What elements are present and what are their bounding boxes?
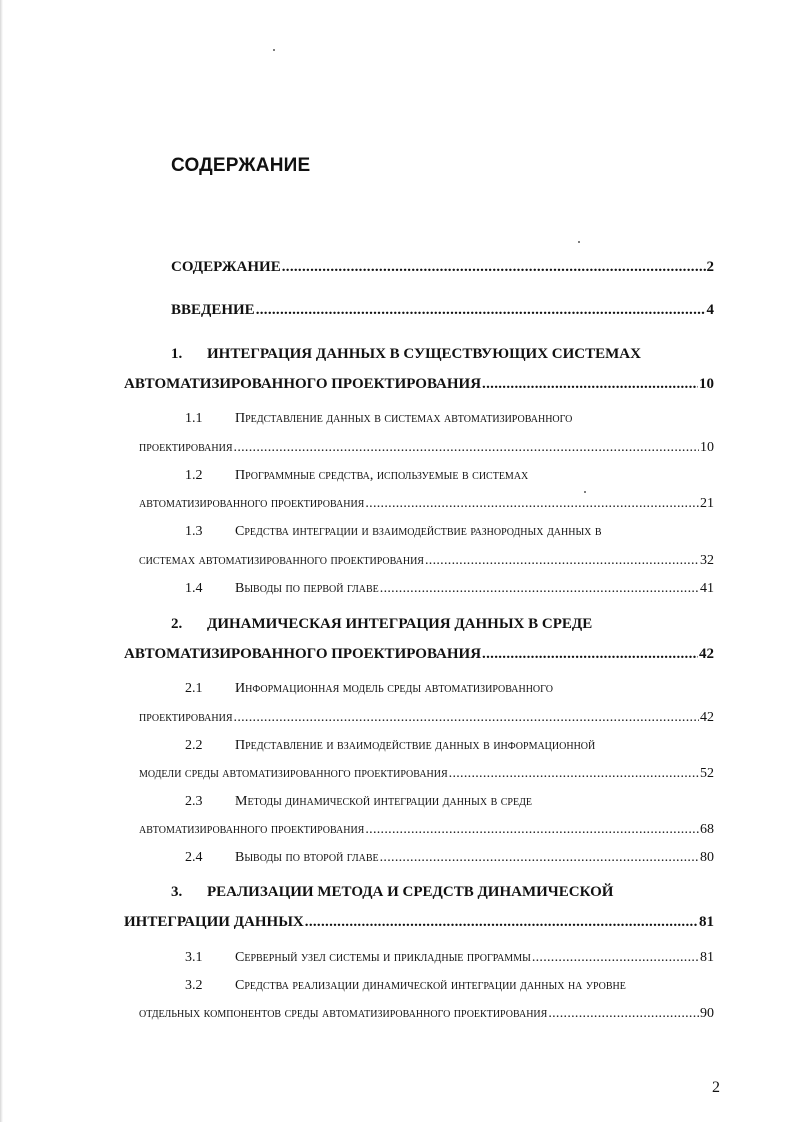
leader-dots [425, 553, 699, 569]
chapter-page: 42 [699, 646, 714, 662]
section-page: 81 [700, 950, 714, 965]
leader-dots [282, 259, 706, 276]
section-page: 32 [700, 553, 714, 568]
leader-dots [380, 581, 699, 597]
section-title-line1: Представление и взаимодействие данных в информационной [235, 738, 596, 753]
section-number: 2.4 [185, 850, 203, 865]
section-title-line2: проектирования [139, 710, 233, 725]
chapter-number: 1. [171, 346, 183, 362]
toc-section-1-2-line2[interactable] [139, 496, 714, 512]
toc-section-2-1-line2[interactable] [139, 710, 714, 726]
chapter-title-line2: АВТОМАТИЗИРОВАННОГО ПРОЕКТИРОВАНИЯ [124, 646, 482, 662]
section-number: 2.3 [185, 794, 203, 809]
leader-dots [305, 914, 698, 931]
section-title-line1: Средства реализации динамической интеграции данных на уровне [235, 978, 626, 993]
section-title-line1: Методы динамической интеграции данных в среде [235, 794, 533, 809]
leader-dots [365, 496, 699, 512]
toc-section-1-3-line2[interactable] [139, 553, 714, 569]
section-page: 41 [700, 581, 714, 596]
toc-section-2-4[interactable] [185, 850, 714, 866]
section-number: 3.2 [185, 978, 203, 993]
leader-dots [234, 440, 699, 456]
toc-section-2-2-line2[interactable] [139, 766, 714, 782]
section-title-line1: Представление данных в системах автоматизированного [235, 411, 573, 426]
page-title: СОДЕРЖАНИЕ [171, 155, 311, 176]
section-page: 21 [700, 496, 714, 511]
section-page: 52 [700, 766, 714, 781]
toc-section-3-1[interactable] [185, 950, 714, 966]
toc-section-3-2[interactable] [185, 978, 626, 994]
toc-section-1-1-line2[interactable] [139, 440, 714, 456]
section-page: 42 [700, 710, 714, 725]
toc-section-2-3[interactable] [185, 794, 532, 810]
chapter-title-line1: ДИНАМИЧЕСКАЯ ИНТЕГРАЦИЯ ДАННЫХ В СРЕДЕ [207, 616, 593, 632]
section-title-line2: проектирования [139, 440, 233, 455]
section-title-line2: системах автоматизированного проектирования [139, 553, 424, 568]
leader-dots [532, 950, 699, 966]
toc-chapter-2-line2[interactable] [124, 646, 714, 663]
leader-dots [482, 646, 698, 663]
section-page: 90 [700, 1006, 714, 1021]
section-number: 2.2 [185, 738, 203, 753]
toc-chapter-1-line2[interactable] [124, 376, 714, 393]
section-page: 10 [700, 440, 714, 455]
section-title-line1: Программные средства, используемые в системах [235, 468, 529, 483]
leader-dots [365, 822, 699, 838]
section-title: Выводы по первой главе [235, 581, 379, 596]
section-page: 80 [700, 850, 714, 865]
chapter-title-line1: РЕАЛИЗАЦИИ МЕТОДА И СРЕДСТВ ДИНАМИЧЕСКОЙ [207, 884, 614, 900]
toc-entry-page: 4 [706, 302, 714, 318]
toc-section-2-1[interactable] [185, 681, 553, 697]
leader-dots [380, 850, 699, 866]
toc-section-2-3-line2[interactable] [139, 822, 714, 838]
toc-chapter-3-line2[interactable] [124, 914, 714, 931]
chapter-number: 2. [171, 616, 183, 632]
section-number: 2.1 [185, 681, 203, 696]
scan-speck [584, 491, 586, 493]
scan-speck [578, 241, 580, 243]
chapter-title-line1: ИНТЕГРАЦИЯ ДАННЫХ В СУЩЕСТВУЮЩИХ СИСТЕМАХ [207, 346, 641, 362]
section-number: 3.1 [185, 950, 203, 965]
chapter-page: 81 [699, 914, 714, 930]
toc-section-1-4[interactable] [185, 581, 714, 597]
leader-dots [234, 710, 699, 726]
leader-dots [482, 376, 698, 393]
chapter-number: 3. [171, 884, 183, 900]
section-number: 1.4 [185, 581, 203, 596]
section-page: 68 [700, 822, 714, 837]
section-title: Выводы по второй главе [235, 850, 379, 865]
section-title: Серверный узел системы и прикладные программы [235, 950, 531, 965]
section-number: 1.3 [185, 524, 203, 539]
toc-chapter-2[interactable] [171, 616, 592, 633]
section-title-line1: Средства интеграции и взаимодействие разнородных данных в [235, 524, 602, 539]
page-number: 2 [712, 1079, 720, 1096]
leader-dots [256, 302, 706, 319]
chapter-page: 10 [699, 376, 714, 392]
toc-entry-introduction[interactable] [171, 302, 714, 319]
chapter-title-line2: АВТОМАТИЗИРОВАННОГО ПРОЕКТИРОВАНИЯ [124, 376, 482, 392]
toc-entry-title: СОДЕРЖАНИЕ [171, 259, 281, 275]
toc-entry-page: 2 [706, 259, 714, 275]
chapter-title-line2: ИНТЕГРАЦИИ ДАННЫХ [124, 914, 304, 930]
toc-section-3-2-line2[interactable] [139, 1006, 714, 1022]
scan-edge [0, 0, 3, 1122]
toc-entry-contents[interactable] [171, 259, 714, 276]
toc-chapter-3[interactable] [171, 884, 613, 901]
toc-section-1-3[interactable] [185, 524, 602, 540]
section-title-line2: автоматизированного проектирования [139, 822, 365, 837]
toc-section-2-2[interactable] [185, 738, 595, 754]
section-number: 1.2 [185, 468, 203, 483]
leader-dots [449, 766, 699, 782]
toc-entry-title: ВВЕДЕНИЕ [171, 302, 255, 318]
section-title-line1: Информационная модель среды автоматизированного [235, 681, 553, 696]
toc-section-1-2[interactable] [185, 468, 528, 484]
toc-chapter-1[interactable] [171, 346, 641, 363]
section-number: 1.1 [185, 411, 203, 426]
section-title-line2: автоматизированного проектирования [139, 496, 365, 511]
scan-speck [273, 49, 275, 51]
leader-dots [548, 1006, 699, 1022]
section-title-line2: отдельных компонентов среды автоматизированного проектирования [139, 1006, 548, 1021]
section-title-line2: модели среды автоматизированного проектирования [139, 766, 448, 781]
toc-section-1-1[interactable] [185, 411, 572, 427]
